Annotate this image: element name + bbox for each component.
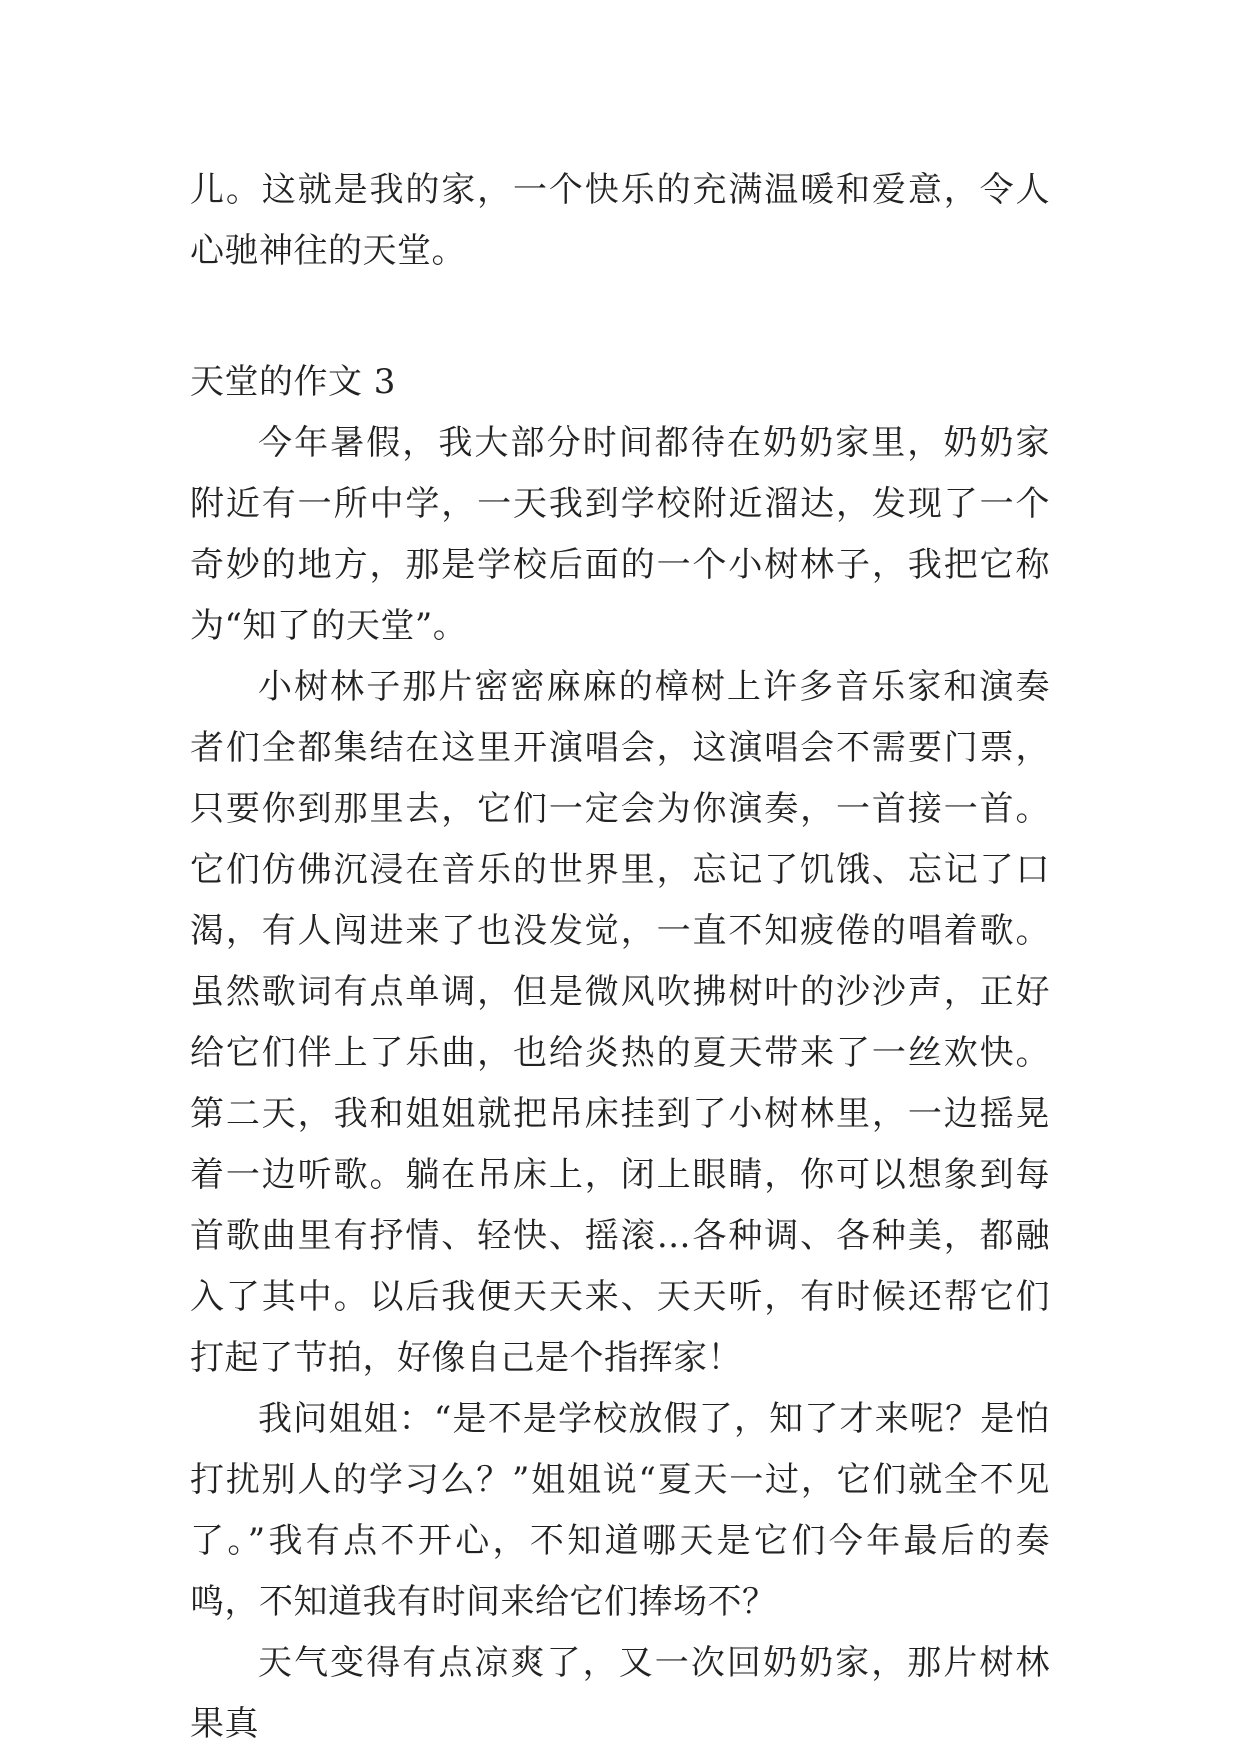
- document-body: [190, 160, 1050, 1755]
- intro-paragraph: 儿。这就是我的家，一个快乐的充满温暖和爱意，令人心驰神往的天堂。: [190, 170, 1050, 271]
- body-paragraph-2: 小树林子那片密密麻麻的樟树上许多音乐家和演奏者们全都集结在这里开演唱会，这演唱会不需要门票，只要你到那里去，它们一定会为你演奏，一首接一首。它们仿佛沉浸在音乐的世界里，忘记了饥饿、忘记了口渴，有人闯进来了也没发觉，一直不知疲倦的唱着歌。虽然歌词有点单调，但是微风吹拂树叶的沙沙声，正好给它们伴上了乐曲，也给炎热的夏天带来了一丝欢快。第二天，我和姐姐就把吊床挂到了小树林里，一边摇晃着一边听歌。躺在吊床上，闭上眼睛，你可以想象到每首歌曲里有抒情、轻快、摇滚…各种调、各种美，都融入了其中。以后我便天天来、天天听，有时候还帮它们打起了节拍，好像自己是个指挥家！: [190, 667, 1050, 1378]
- body-paragraph-4: 天气变得有点凉爽了，又一次回奶奶家，那片树林果真: [190, 1643, 1050, 1744]
- section-gap: [190, 282, 1050, 352]
- body-paragraph-1: 今年暑假，我大部分时间都待在奶奶家里，奶奶家附近有一所中学，一天我到学校附近溜达，发现了一个奇妙的地方，那是学校后面的一个小树林子，我把它称为“知了的天堂”。: [190, 423, 1050, 646]
- section-title: 天堂的作文 3: [190, 362, 396, 402]
- body-paragraph-3: 我问姐姐：“是不是学校放假了，知了才来呢？是怕打扰别人的学习么？”姐姐说“夏天一过，它们就全不见了。”我有点不开心，不知道哪天是它们今年最后的奏鸣，不知道我有时间来给它们捧场不？: [190, 1399, 1050, 1622]
